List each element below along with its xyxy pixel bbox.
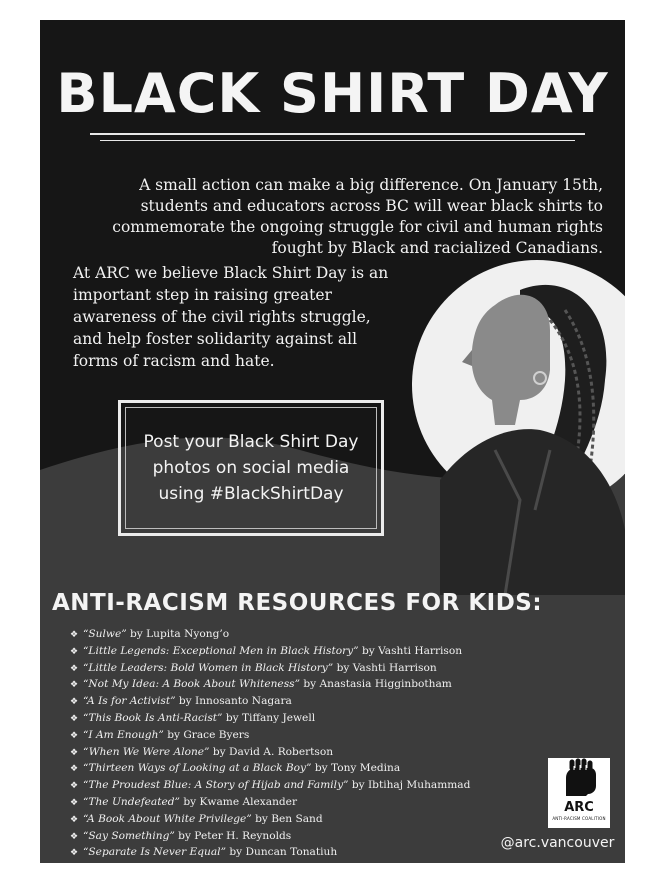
book-author: by Tiffany Jewell bbox=[225, 711, 316, 724]
book-author: by Ibtihaj Muhammad bbox=[351, 779, 471, 792]
book-author: by Kwame Alexander bbox=[183, 795, 298, 808]
poster bbox=[40, 20, 625, 863]
book-title: “Thirteen Ways of Looking at a Black Boy” bbox=[83, 762, 312, 775]
diamond-bullet-icon: ❖ bbox=[70, 730, 79, 741]
diamond-bullet-icon: ❖ bbox=[70, 764, 79, 775]
resource-item bbox=[70, 627, 540, 644]
intro-paragraph: A small action can make a big difference. On January 15th, students and educators across BC will wear black shirts to commemorate the ongoing struggle for civil and human rights fought by Black and racialized Canadians. bbox=[112, 176, 603, 257]
resource-item bbox=[70, 795, 540, 812]
book-title: “A Book About White Privilege” bbox=[83, 812, 252, 825]
book-title: “Little Legends: Exceptional Men in Black History” bbox=[83, 644, 359, 657]
book-author: by Duncan Tonatiuh bbox=[229, 846, 338, 859]
book-title: “The Undefeated” bbox=[83, 795, 180, 808]
logo-subtitle: ANTI-RACISM COALITION bbox=[552, 816, 606, 821]
book-author: by Vashti Harrison bbox=[336, 661, 437, 674]
book-title: “A Is for Activist” bbox=[83, 695, 176, 708]
book-author: by Anastasia Higginbotham bbox=[303, 678, 452, 691]
title-underline-secondary bbox=[100, 140, 575, 141]
book-title: “Sulwe” bbox=[83, 628, 127, 640]
diamond-bullet-icon: ❖ bbox=[70, 781, 79, 792]
book-title: “Little Leaders: Bold Women in Black History” bbox=[83, 661, 334, 674]
social-handle: @arc.vancouver bbox=[500, 835, 615, 851]
book-author: by Innosanto Nagara bbox=[178, 695, 292, 708]
diamond-bullet-icon: ❖ bbox=[70, 747, 79, 758]
book-author: by Vashti Harrison bbox=[361, 644, 463, 657]
raised-fist-icon bbox=[548, 758, 610, 802]
diamond-bullet-icon: ❖ bbox=[70, 663, 79, 674]
resource-item bbox=[70, 745, 540, 762]
arc-belief-paragraph: At ARC we believe Black Shirt Day is an important step in raising greater awareness of the civil rights struggle, and help foster solidarity against all forms of racism and hate. bbox=[73, 264, 389, 370]
arc-logo bbox=[548, 758, 610, 828]
resource-item bbox=[70, 661, 540, 678]
diamond-bullet-icon: ❖ bbox=[70, 831, 79, 842]
book-author: by Peter H. Reynolds bbox=[178, 829, 292, 842]
diamond-bullet-icon: ❖ bbox=[70, 713, 79, 724]
book-title: “Say Something” bbox=[83, 829, 175, 842]
book-title: “Not My Idea: A Book About Whiteness” bbox=[83, 678, 300, 691]
resources-heading: ANTI-RACISM RESOURCES FOR KIDS: bbox=[52, 590, 543, 616]
book-title: “I Am Enough” bbox=[83, 728, 164, 741]
diamond-bullet-icon: ❖ bbox=[70, 646, 79, 657]
book-title: “Separate Is Never Equal” bbox=[83, 846, 226, 859]
resource-item bbox=[70, 728, 540, 745]
portrait-photo bbox=[400, 250, 625, 595]
resource-item bbox=[70, 761, 540, 778]
logo-name: ARC bbox=[564, 800, 594, 815]
diamond-bullet-icon: ❖ bbox=[70, 630, 79, 640]
resource-item bbox=[70, 711, 540, 728]
callout-text: Post your Black Shirt Day photos on social media using #BlackShirtDay bbox=[143, 432, 359, 504]
diamond-bullet-icon: ❖ bbox=[70, 814, 79, 825]
resource-item bbox=[70, 812, 540, 829]
book-author: by Grace Byers bbox=[167, 728, 250, 741]
book-author: by Lupita Nyong’o bbox=[130, 628, 230, 640]
resource-item bbox=[70, 694, 540, 711]
book-title: “When We Were Alone” bbox=[83, 745, 210, 758]
book-title: “This Book Is Anti-Racist” bbox=[83, 711, 223, 724]
resource-item bbox=[70, 644, 540, 661]
diamond-bullet-icon: ❖ bbox=[70, 697, 79, 708]
diamond-bullet-icon: ❖ bbox=[70, 680, 79, 691]
resource-item bbox=[70, 677, 540, 694]
title-underline bbox=[90, 133, 585, 135]
resource-item bbox=[70, 829, 540, 846]
book-author: by Ben Sand bbox=[255, 812, 323, 825]
resource-item bbox=[70, 778, 540, 795]
book-author: by David A. Robertson bbox=[212, 745, 334, 758]
resources-list bbox=[70, 627, 540, 862]
book-title: “The Proudest Blue: A Story of Hijab and Family” bbox=[83, 779, 349, 792]
diamond-bullet-icon: ❖ bbox=[70, 848, 79, 859]
resource-item bbox=[70, 845, 540, 862]
diamond-bullet-icon: ❖ bbox=[70, 797, 79, 808]
book-author: by Tony Medina bbox=[314, 762, 401, 775]
social-media-callout bbox=[118, 400, 384, 536]
poster-title: BLACK SHIRT DAY bbox=[56, 62, 609, 125]
